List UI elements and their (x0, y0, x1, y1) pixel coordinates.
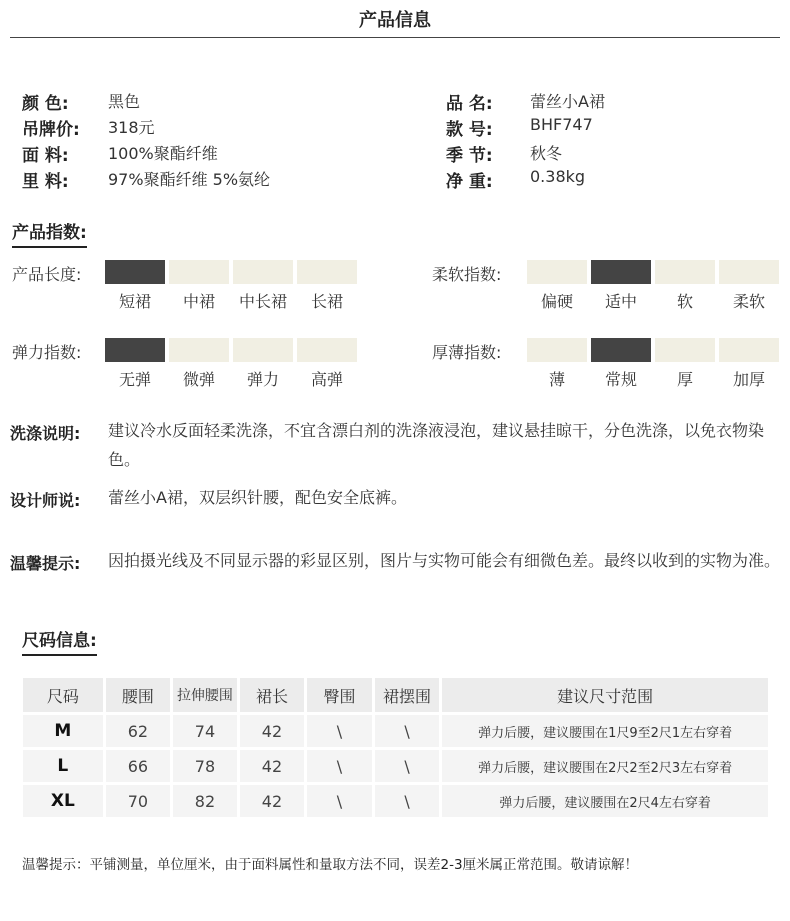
index-length-box-2 (233, 260, 293, 284)
index-elasticity-option: 无弹 (118, 370, 151, 389)
size-header: 腰围 (106, 678, 171, 712)
size-cell: 42 (240, 785, 305, 817)
washing-text: 建议冷水反面轻柔洗涤，不宜含漂白剂的洗涤液浸泡，建议悬挂晾干，分色洗涤，以免衣物染色。 (108, 421, 765, 469)
index-thickness-option: 加厚 (732, 370, 765, 389)
net-weight-value: 0.38kg (530, 167, 586, 186)
size-cell: 弹力后腰，建议腰围在2尺2至2尺3左右穿着 (442, 750, 768, 782)
size-cell: \ (307, 715, 372, 747)
index-thickness-label: 厚薄指数: (432, 343, 502, 362)
size-table-header-row (23, 678, 768, 712)
season-label: 季 节: (446, 146, 493, 166)
index-length-option: 短裙 (118, 292, 151, 311)
table-row (23, 785, 768, 817)
table-row (23, 750, 768, 782)
designer-label: 设计师说: (10, 491, 81, 510)
size-header: 拉伸腰围 (173, 678, 237, 712)
tips-label: 温馨提示: (10, 554, 81, 573)
style-number-label: 款 号: (446, 120, 493, 140)
washing-label: 洗涤说明: (10, 424, 81, 443)
fabric-value: 100%聚酯纤维 (108, 144, 218, 163)
index-length-box-3 (297, 260, 357, 284)
index-softness-box-2 (655, 260, 715, 284)
index-softness-box-0 (527, 260, 587, 284)
size-header: 裙长 (240, 678, 305, 712)
table-row (23, 715, 768, 747)
lining-value: 97%聚酯纤维 5%氨纶 (108, 170, 271, 189)
index-thickness-option: 常规 (604, 370, 637, 389)
size-cell: \ (375, 715, 440, 747)
size-cell: 42 (240, 715, 305, 747)
tag-price-label: 吊牌价: (22, 120, 80, 140)
indices-title: 产品指数: (12, 218, 87, 248)
index-thickness-option: 薄 (548, 370, 565, 389)
index-thickness-box-3 (719, 338, 779, 362)
title-divider (10, 37, 780, 38)
size-cell: 42 (240, 750, 305, 782)
index-softness-box-3 (719, 260, 779, 284)
net-weight-label: 净 重: (446, 172, 493, 192)
size-cell: XL (23, 785, 103, 817)
index-thickness-box-1 (591, 338, 651, 362)
size-cell: \ (375, 785, 440, 817)
index-elasticity-box-3 (297, 338, 357, 362)
index-softness-option: 适中 (604, 292, 637, 311)
tips-text: 因拍摄光线及不同显示器的彩显区别，图片与实物可能会有细微色差。最终以收到的实物为准。 (108, 551, 781, 570)
index-length-option: 中长裙 (238, 292, 287, 311)
page-title: 产品信息 (359, 10, 431, 31)
season-value: 秋冬 (530, 144, 563, 163)
size-cell: \ (307, 750, 372, 782)
index-elasticity-option: 高弹 (310, 370, 343, 389)
index-elasticity-option: 微弹 (182, 370, 215, 389)
index-length-box-0 (105, 260, 165, 284)
tag-price-value: 318元 (108, 118, 155, 137)
product-name-value: 蕾丝小A裙 (530, 92, 605, 111)
index-elasticity-box-2 (233, 338, 293, 362)
index-softness-option: 软 (676, 292, 693, 311)
index-elasticity-box-0 (105, 338, 165, 362)
size-table (20, 675, 771, 820)
size-cell: 78 (173, 750, 237, 782)
size-cell: 74 (173, 715, 237, 747)
size-header: 裙摆围 (375, 678, 440, 712)
color-label: 颜 色: (22, 94, 69, 114)
lining-label: 里 料: (22, 172, 69, 192)
color-value: 黑色 (108, 92, 141, 111)
size-cell: 弹力后腰，建议腰围在2尺4左右穿着 (442, 785, 768, 817)
index-length-option: 中裙 (182, 292, 215, 311)
index-thickness-option: 厚 (676, 370, 693, 389)
size-cell: 62 (106, 715, 171, 747)
index-thickness-box-0 (527, 338, 587, 362)
index-elasticity-box-1 (169, 338, 229, 362)
index-softness-box-1 (591, 260, 651, 284)
index-length-label: 产品长度: (12, 265, 82, 284)
product-name-label: 品 名: (446, 94, 493, 114)
designer-text: 蕾丝小A裙，双层织针腰，配色安全底裤。 (108, 488, 407, 507)
size-title: 尺码信息: (22, 626, 97, 656)
size-cell: L (23, 750, 103, 782)
size-header: 建议尺寸范围 (442, 678, 768, 712)
index-softness-option: 柔软 (732, 292, 765, 311)
index-softness-option: 偏硬 (540, 292, 573, 311)
size-header: 尺码 (23, 678, 103, 712)
size-cell: \ (375, 750, 440, 782)
fabric-label: 面 料: (22, 146, 69, 166)
style-number-value: BHF747 (530, 115, 593, 134)
size-cell: 66 (106, 750, 171, 782)
size-cell: 弹力后腰，建议腰围在1尺9至2尺1左右穿着 (442, 715, 768, 747)
footer-note: 温馨提示：平铺测量，单位厘米，由于面料属性和量取方法不同，误差2-3厘米属正常范围。敬请谅解！ (22, 857, 639, 873)
size-header: 臀围 (307, 678, 372, 712)
index-elasticity-label: 弹力指数: (12, 343, 82, 362)
size-cell: 70 (106, 785, 171, 817)
index-softness-label: 柔软指数: (432, 265, 502, 284)
size-cell: M (23, 715, 103, 747)
index-thickness-box-2 (655, 338, 715, 362)
size-cell: 82 (173, 785, 237, 817)
size-cell: \ (307, 785, 372, 817)
index-elasticity-option: 弹力 (246, 370, 279, 389)
index-length-option: 长裙 (310, 292, 343, 311)
index-length-box-1 (169, 260, 229, 284)
